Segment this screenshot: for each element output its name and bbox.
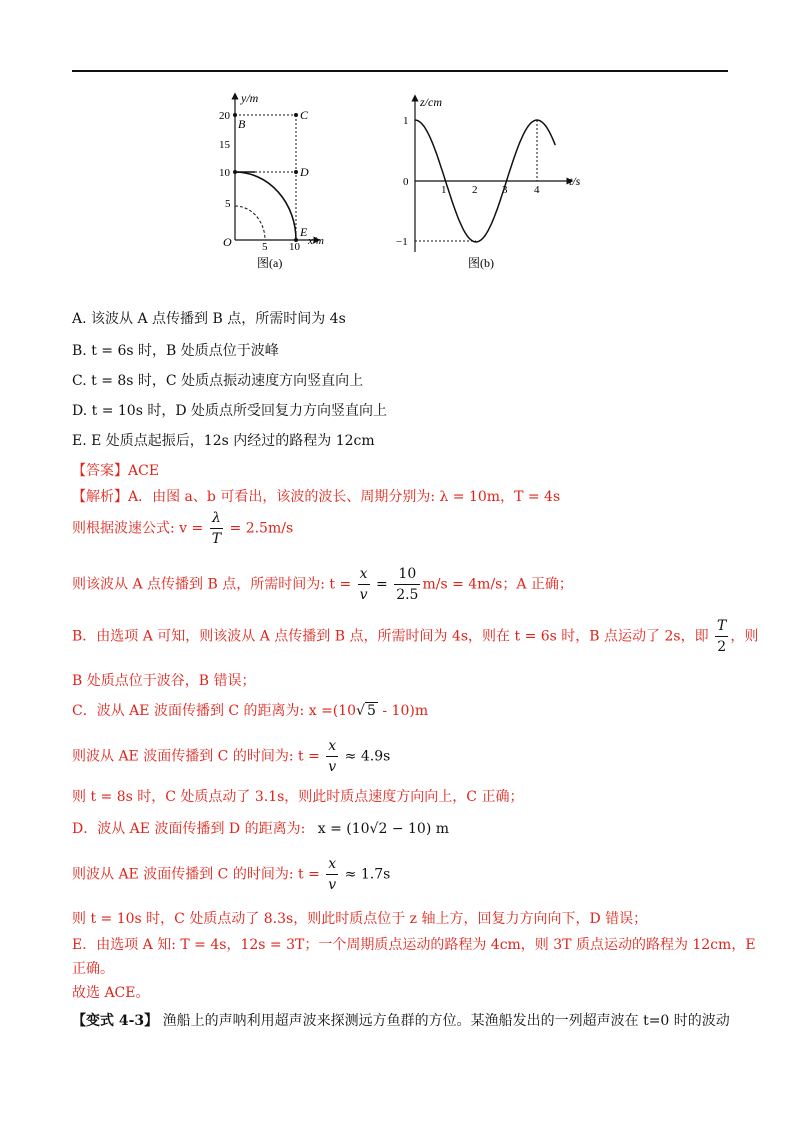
fig-a-x-tick: 5 [262, 241, 268, 253]
analysis-c3: 则 t = 8s 时，C 处质点动了 3.1s，则此时质点速度方向向上，C 正确； [72, 789, 524, 805]
fig-b-x-tick: 2 [472, 184, 478, 196]
fig-a-caption: 图(a) [257, 256, 283, 270]
fig-a-wavefront [235, 172, 296, 240]
fig-a-x-tick: 10 [289, 241, 300, 253]
analysis-d2: 则波从 AE 波面传播到 C 的时间为: t = $\frac{x}{v}$ ≈ 1.7s [72, 856, 391, 893]
fig-a-origin: O [223, 235, 232, 249]
fig-b-y-tick: 0 [403, 176, 409, 188]
variant-line [72, 1010, 730, 1030]
answer-line: 【答案】ACE [72, 463, 160, 479]
variant-label: 【变式 4-3】 [72, 1013, 159, 1029]
option-e: E. E 处质点起振后，12s 内经过的路程为 12cm [72, 433, 375, 449]
fig-b-x-tick: 1 [441, 184, 447, 196]
figure-a [205, 90, 355, 270]
header-rule [72, 70, 728, 72]
analysis-label: 【解析】 [72, 489, 128, 505]
fig-a-y-tick: 10 [219, 167, 230, 179]
fig-a-y-label: y/m [241, 91, 259, 105]
fig-b-y-tick: 1 [403, 115, 409, 127]
analysis-b2: B 处质点位于波谷，B 错误； [72, 673, 256, 689]
analysis-conclusion: 故选 ACE。 [72, 985, 150, 1001]
fig-a-point-label: B [238, 117, 246, 131]
fig-b-y-tick: −1 [396, 236, 408, 248]
analysis-a3: 则该波从 A 点传播到 B 点，所需时间为: t = $\frac{x}{v}$ = $\frac{10}{2.5}$ m/s = 4m/s；A 正确； [72, 566, 573, 603]
fig-a-point-label: E [300, 225, 308, 239]
fig-a-point-label: C [300, 108, 309, 122]
analysis-c1: C．波从 AE 波面传播到 C 的距离为: x =(10√ 5 - 10)m [72, 703, 429, 719]
fig-b-t-label: t/s [569, 174, 581, 188]
option-a: A. 该波从 A 点传播到 B 点，所需时间为 4s [72, 311, 346, 327]
figure-b [388, 92, 598, 270]
analysis-a2: 则根据波速公式: v = $\frac{\lambda}{T}$ = 2.5m/s [72, 510, 294, 547]
fig-a-y-tick: 20 [219, 110, 230, 122]
fig-b-x-tick: 3 [502, 184, 508, 196]
analysis-a1: 【解析】A．由图 a、b 可看出，该波的波长、周期分别为: λ = 10m，T = 4s [72, 489, 561, 505]
fig-a-x-label: x/m [308, 235, 324, 247]
fig-b-caption: 图(b) [468, 256, 494, 270]
analysis-e2: 正确。 [72, 961, 114, 977]
option-c: C. t = 8s 时，C 处质点振动速度方向竖直向上 [72, 373, 364, 389]
analysis-b1: B．由选项 A 可知，则该波从 A 点传播到 B 点，所需时间为 4s，则在 t = 6s 时，B 点运动了 2s，即 $\frac{T}{2}$ ，则 [72, 618, 759, 655]
fig-a-point-label: D [300, 165, 309, 179]
fig-a-y-tick: 15 [219, 139, 230, 151]
fig-b-x-tick: 4 [534, 184, 540, 196]
fig-b-z-label: z/cm [420, 95, 442, 109]
analysis-c2: 则波从 AE 波面传播到 C 的时间为: t = $\frac{x}{v}$ ≈ 4.9s [72, 738, 391, 775]
variant-text: 渔船上的声呐利用超声波来探测远方鱼群的方位。某渔船发出的一列超声波在 t=0 时的波动 [162, 1013, 730, 1029]
analysis-d1: D．波从 AE 波面传播到 D 的距离为: x = (10√2 − 10) m [72, 821, 450, 837]
analysis-d3: 则 t = 10s 时，C 处质点动了 8.3s，则此时质点位于 z 轴上方，回复力方向向下，D 错误； [72, 911, 648, 927]
option-d: D. t = 10s 时，D 处质点所受回复力方向竖直向上 [72, 403, 388, 419]
fig-a-y-tick: 5 [225, 198, 231, 210]
analysis-e1: E．由选项 A 知: T = 4s，12s = 3T；一个周期质点运动的路程为 4cm，则 3T 质点运动的路程为 12cm，E [72, 937, 756, 953]
option-b: B. t = 6s 时，B 处质点位于波峰 [72, 343, 279, 359]
